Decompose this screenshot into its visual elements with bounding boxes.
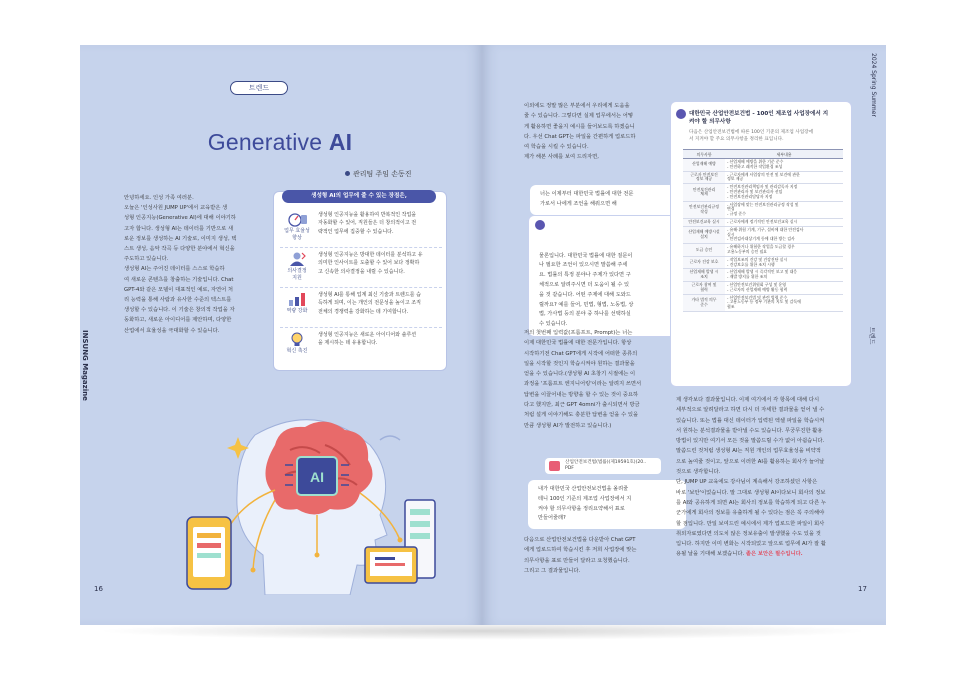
table-cell: - 산업안전보건위원회 구성 및 운영 - 근로자의 산업재해 예방 활동 협력	[725, 281, 843, 294]
capability-icon	[286, 291, 308, 307]
table-cell: 산업재해 발생 시 조치	[683, 269, 725, 282]
table-header: 세부내용	[725, 150, 843, 159]
table-row	[683, 184, 843, 201]
section-tab: 트렌드	[230, 81, 288, 95]
table-subtitle: 다음은 산업안전보건법에 따른 100인 기준의 제조업 사업장에 서 지켜야 할 주요 의무사항을 정리한 표입니다.	[689, 130, 814, 142]
table-row	[683, 281, 843, 294]
magazine-spread	[80, 45, 886, 625]
benefit-text: 생성형 AI를 통해 업계 최신 기술과 트렌드를 습 득하게 되며, 이는 개인의 전문성을 높이고 조직 전체의 경쟁력을 강화하는 데 기여합니다.	[318, 292, 421, 315]
user-prompt-bubble: 너는 이제부터 대한민국 법률에 대한 전문 가로서 나에게 조언을 해줘으면 해	[530, 185, 680, 215]
decision-icon	[286, 251, 308, 267]
file-chip-text: 산업안전보건법(법률)(제19591호)(20.. PDF	[565, 460, 647, 471]
table-row	[683, 159, 843, 172]
table-cell: - 산업재해 발생 시 즉각적인 보고 및 대응 - 재발 방지를 위한 조치	[725, 269, 843, 282]
table-row	[683, 226, 843, 243]
table-cell: 산업재해 예방	[683, 159, 725, 172]
chatgpt-icon	[535, 220, 545, 230]
table-cell: - 산업재해 예방을 위한 기준 준수 - 안전하고 쾌적한 작업환경 조성	[725, 159, 843, 172]
byline	[345, 169, 412, 179]
table-cell: 안전보건관리규정 작성	[683, 201, 725, 218]
table-cell: 안전보건관리 체제	[683, 184, 725, 201]
table-cell: 산업재해 예방시설 설치	[683, 226, 725, 243]
title-main: Generative	[207, 129, 329, 155]
benefit-text: 생성형 인공지능을 활용하여 반복적인 작업을 자동화할 수 있어, 직원들은 더 창의적이고 전 략적인 업무에 집중할 수 있습니다.	[318, 212, 417, 235]
table-row	[683, 256, 843, 269]
byline-dot-icon	[345, 171, 350, 176]
benefit-text: 생성형 인공지능은 새로운 아이디어와 솔루션 을 제시하는 데 유용합니다.	[318, 332, 417, 347]
ai-brain-illustration	[125, 405, 445, 595]
intro-text: 안녕하세요. 인성 가족 여러분. 오늘은 '인성사원 JUMP UP'에서 교육받은 생 성형 인공지능(Generative AI)에 대해 이야기하 고자 합니다. 생성형 AI는 데이터를 기반으로 새 로운 정보를 생성하는 AI 기술로, 이미지 생성, 텍 스트 생성, 음악 작곡 등 다양한 분야에서 혁신을 주도하고 있습니다. 생성형 AI는 주어진 데이터를 스스로 학습하 여 새로운 콘텐츠를 창출하는 기술입니다. Chat GPT-4와 같은 모델이 대표적인 예로, 자연어 처 리 능력을 통해 사람과 유사한 수준의 텍스트를 생성할 수 있습니다. 이 기술은 창의적 작업을 자 동화하고, 새로운 아이디어를 제안하며, 다양한 산업에서 효율성을 극대화할 수 있습니다.	[124, 195, 237, 334]
table-cell: 근로자 참여 및 협력	[683, 281, 725, 294]
table-cell: 가타 법적 의무 준수	[683, 294, 725, 311]
table-cell: 안전보건교육 실시	[683, 218, 725, 226]
table-row	[683, 201, 843, 218]
ai-response-text: 물론입니다. 대한민국 법률에 대한 질문이 나 필요한 조언이 있으시면 말씀해 주세 요. 법률의 특정 분야나 주제가 있다면 구 체적으로 알려주시면 더 도움이 될 수 있 을 것 같습니다. 어떤 주제에 대해 도와드 릴까요? 예를 들어, 민법, 형법, 노동법, 상 법, 가사법 등의 분야 중 하나를 선택하실 수 있습니다.	[539, 252, 634, 328]
benefits-box	[273, 191, 447, 371]
table-row	[683, 269, 843, 282]
table-row	[683, 294, 843, 311]
benefit-label: 혁신 촉진	[286, 348, 308, 354]
table-cell: - 산업안전보건법 및 관련 법령 준수 - 고용노동부 등 정부 기관의 지도 및 감독에 협조	[725, 294, 843, 311]
uploaded-file-chip	[545, 458, 661, 474]
closing-highlight: 졸은 보안은 필수입니다.	[745, 551, 803, 558]
magazine-name: INSUNG Magazine	[81, 330, 89, 401]
benefit-text: 생성형 인공지능은 방대한 데이터를 분석하고 유 의미한 인사이트를 도출할 수 있어 보다 정확하 고 신속한 의사결정을 내릴 수 있습니다.	[318, 252, 423, 275]
benefit-item	[280, 328, 442, 368]
innovation-icon	[286, 331, 308, 347]
benefit-item	[280, 208, 442, 248]
table-header-row	[683, 150, 843, 159]
page-number-left: 16	[94, 585, 103, 593]
pdf-icon	[549, 461, 560, 471]
chatgpt-icon	[676, 109, 686, 119]
table-cell: - 안전보건관리책임자 및 관리감독자 지정 - 안전관리자 및 보건관리자 선임 - 안전보건관리담당자 지정	[725, 184, 843, 201]
season-label: 2024 Spring Summer	[870, 53, 877, 117]
page-number-right: 17	[858, 585, 867, 593]
monitor-icon	[365, 547, 417, 583]
table-cell: 도급 승인	[683, 244, 725, 257]
paragraph-2: 저의 첫번째 입력값(프롬프트, Prompt)는 너는 이제 대한민국 법률에 대한 전문가입니다. 항상 시작하기전 Chat GPT에게 시작에 어떠한 종류의 일을 시작할 것인지 학습시켜야 원하는 결과물을 얻을 수 있습니다.(생성형 AI 초창기 시절에는 이 과정을 '프롬프트 엔지니어링'이라는 알려지 쓰면서 답변을 이끌어내는 방향을 할 수 있는 것이 중요하 다고 했지만, 최근 GPT 4omni가 출시되면서 방금 처럼 설게 이야기해도 충분한 답변을 얻을 수 있을 만큼 생성형 AI가 발전하고 있습니다.)	[524, 330, 642, 429]
benefit-item	[280, 248, 442, 288]
paragraph-1: 이외에도 정말 많은 부분에서 우리에게 도움을 줄 수 있습니다. 그렇다면 실제 업무에서는 어떻 게 활용하면 좋을지 예시를 들어보도록 하겠습니 다. 우선 Chat GPT는 파일을 간편하게 업로드하 여 학습을 시킬 수 있습니다. 제가 해본 사례를 보여 드리자면,	[524, 103, 636, 161]
benefit-label: 역량 강화	[286, 308, 308, 314]
table-header: 의무사항	[683, 150, 725, 159]
article-title	[180, 129, 380, 156]
ai-chip-label: AI	[310, 469, 324, 485]
user-request-bubble: 내가 대한민국 산업안전보건법을 올려줄 테니 100인 기준의 제조업 사업장에서 지 켜야 할 의무사항을 정리요약해서 표로 만들어줄래?	[528, 480, 686, 529]
table-cell: - 작업보조의 건강 및 건강진단 실시 - 건강보호를 위한 조치 시행	[725, 256, 843, 269]
table-row	[683, 244, 843, 257]
right-page	[482, 45, 886, 625]
table-cell: 근로자 안전보건 정보 제공	[683, 171, 725, 184]
table-cell: - 근로자에게 사업장의 안전 및 보건에 관한 정보 제공	[725, 171, 843, 184]
section-vertical: 트렌드	[868, 327, 875, 345]
table-cell: - 유해·위험 기계, 기구, 설비에 대한 안전검사 실시 - 안전검사대상기계 등에 대한 방는 검사	[725, 226, 843, 243]
table-cell: - 유해하거나 위험한 작업을 도급할 경우 고용노동부의 승인 필요	[725, 244, 843, 257]
table-title: 대한민국 산업안전보건법 - 100인 제조업 사업장에서 지 켜야 할 의무사항	[689, 111, 829, 125]
table-cell: - 사업장에 맞는 안전보건관리규정 작성 및 변경 - 규정 준수	[725, 201, 843, 218]
benefit-label: 업무 효율성 향상	[284, 228, 310, 241]
benefit-label: 의사결정 지원	[287, 268, 307, 281]
obligations-table	[683, 149, 843, 312]
left-page	[80, 45, 482, 625]
title-bold: AI	[328, 129, 353, 155]
table-row	[683, 218, 843, 226]
obligations-table-card	[670, 101, 852, 387]
benefit-item	[280, 288, 442, 328]
speed-icon	[286, 211, 308, 227]
table-cell: - 근로자에게 정기적인 안전보건교육 실시	[725, 218, 843, 226]
byline-text: 관리팀 주임 손동진	[353, 170, 412, 178]
table-cell: 근로자 건강 보호	[683, 256, 725, 269]
ai-response-bubble	[528, 215, 686, 337]
table-row	[683, 171, 843, 184]
phone-icon	[187, 517, 231, 589]
paragraph-4-text: 제 생각보다 결과물입니다. 이제 여기에서 각 항목에 대해 다시 세부적으로 알려달라고 하면 다시 더 자세한 결과물을 얻어 낼 수 있습니다. 또는 법률 대신 데이터가 입력된 엑셀 파일을 학습시켜 서 원하는 분석결과물을 받아낼 수도 있습니다. 무궁무진한 활용 방법이 있지만 여기서 모든 것을 말씀드릴 수가 없어 아쉽습니다. 말씀드린 것처럼 생성형 AI는 직원 개인의 업무효율성을 비약적 으로 높여줄 것이고, 앞으로 이러한 AI를 활용하는 회사가 늘어날 것으로 생각합니다. 단, JUMP UP 교육에도 강사님이 계속해서 강조하셨던 사항은 바로 '보안'이었습니다. 말 그대로 생성형 AI이다보니 회사의 정보 를 AI와 공유하게 되면 AI는 회사의 정보를 학습하게 되고 다른 누 군가에게 회사의 정보를 유출하게 될 수 있다는 점은 꼭 주의해야 할 점입니다. 만일 보여드린 예시에서 제가 업로드한 파일이 회사 취외자료였다면 의도치 않은 정보유출이 발생했을 수도 있을 것 입니다. 하지만 이미 변화는 시작되었고 앞으로 업무에 AI가 잘 활 용될 날을 기대해 보겠습니다.	[676, 397, 827, 558]
paragraph-3: 다음으로 산업안전보건법을 다운받아 Chat GPT 에게 업로드하여 학습시킨 후 저희 사업장에 맞는 의무사항을 표로 만들어 달라고 요청했습니다. 그리고 그 결과물입니다.	[524, 537, 637, 574]
paragraph-4	[676, 395, 848, 560]
benefits-heading: 생성형 AI의 업무에 줄 수 있는 장점은,	[282, 190, 436, 203]
